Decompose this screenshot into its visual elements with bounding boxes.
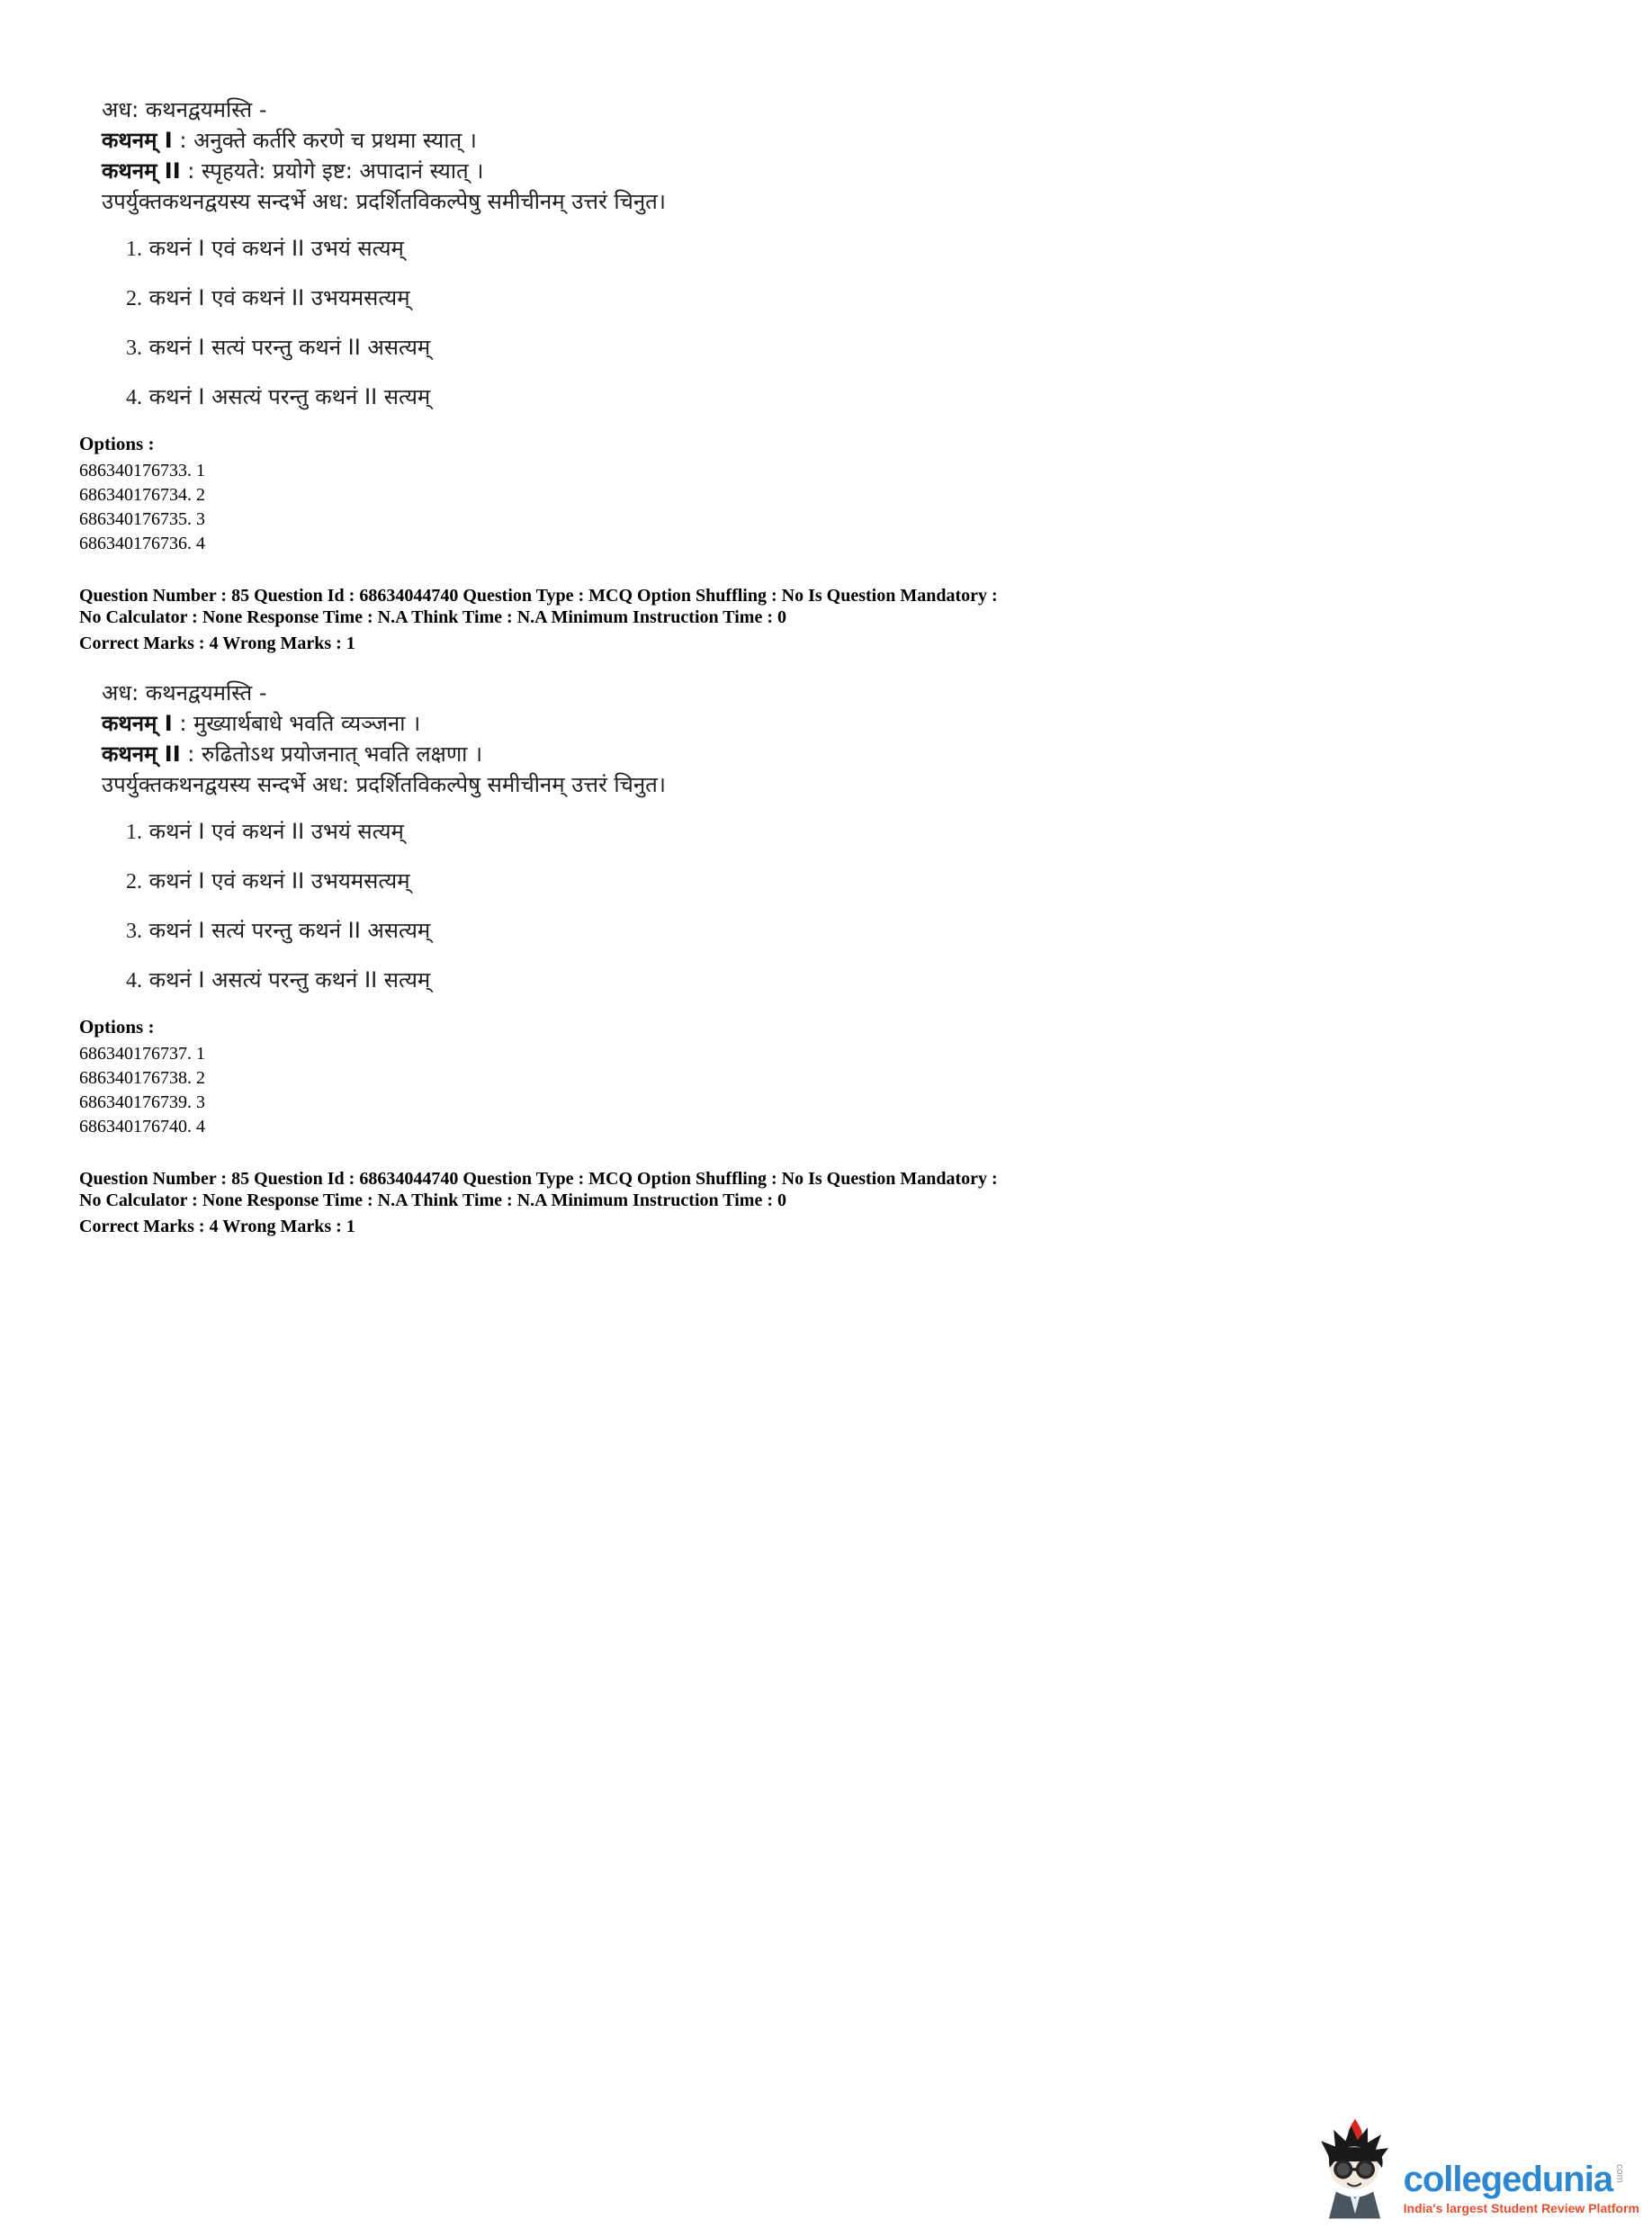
statement-1-label: कथनम् I [102,128,173,153]
choice-4 [126,382,1598,413]
question-metadata-2 [79,1168,1598,1237]
choice-4-number: 4. [126,386,142,409]
metadata-marks-line: Correct Marks : 4 Wrong Marks : 1 [79,1217,355,1236]
statement-2-text: : स्पृहयते: प्रयोगे इष्ट: अपादानं स्यात् । [180,158,484,184]
choice-2-number: 2. [126,287,142,310]
choice-1 [126,816,1598,848]
option-id-list [79,459,1598,556]
choice-1-text: कथनं I एवं कथनं II उभयं सत्यम् [148,819,404,844]
brand-line [1404,2161,1639,2198]
question-block-1 [79,94,1598,556]
option-id-2: 686340176734. 2 [79,485,205,505]
statement-2-text: : रुढितोऽथ प्रयोजनात् भवति लक्षणा । [180,741,483,767]
brand-tagline: India's largest Student Review Platform [1403,2201,1639,2215]
choice-2-text: कथनं I एवं कथनं II उभयमसत्यम् [148,868,410,894]
options-label: Options : [79,1016,155,1038]
statement-2-label: कथनम् II [102,741,181,767]
statement-1-label: कथनम् I [102,711,173,736]
statement-2-label: कथनम् II [102,158,181,184]
option-id-4: 686340176736. 4 [79,534,205,553]
option-id-3: 686340176735. 3 [79,509,205,529]
choice-4-text: कथनं I असत्यं परन्तु कथनं II सत्यम् [148,384,431,409]
question-metadata-1 [79,585,1598,654]
choice-1-number: 1. [126,238,142,261]
metadata-line-2: No Calculator : None Response Time : N.A Think Time : N.A Minimum Instruction Time : 0 [79,607,786,627]
question-intro: अध: कथनद्वयमस्ति - [102,97,267,122]
choice-1-text: कथनं I एवं कथनं II उभयं सत्यम् [148,236,404,261]
question-body [102,94,1598,217]
brand-suffix: com [1614,2164,1626,2183]
option-id-list [79,1042,1598,1139]
mascot-icon [1315,2118,1395,2219]
choice-3 [126,915,1598,947]
choice-3-text: कथनं I सत्यं परन्तु कथनं II असत्यम् [148,335,431,360]
choice-1-number: 1. [126,821,142,844]
choice-3 [126,332,1598,364]
question-intro: अध: कथनद्वयमस्ति - [102,680,267,705]
question-body [102,678,1598,800]
choice-4 [126,965,1598,996]
metadata-line-1: Question Number : 85 Question Id : 68634044740 Question Type : MCQ Option Shuffling : No Is Question Mandatory : [79,1169,998,1189]
question-closing: उपर्युक्तकथनद्वयस्य सन्दर्भे अध: प्रदर्शितविकल्पेषु समीचीनम् उत्तरं चिनुत। [102,772,666,797]
statement-1-text: : मुख्यार्थबाधे भवति व्यञ्जना । [172,711,421,736]
choice-3-number: 3. [126,337,142,360]
option-id-1: 686340176737. 1 [79,1044,205,1064]
options-label: Options : [79,433,155,454]
choice-2-text: कथनं I एवं कथनं II उभयमसत्यम् [148,285,410,310]
option-id-3: 686340176739. 3 [79,1092,205,1112]
choice-2 [126,283,1598,314]
statement-2 [102,156,1598,186]
choice-2-number: 2. [126,870,142,894]
statement-1 [102,708,1598,739]
choice-3-number: 3. [126,920,142,943]
question-block-2 [79,678,1598,1139]
choice-list [126,816,1598,996]
choice-list [126,233,1598,413]
statement-2 [102,739,1598,769]
metadata-line-2: No Calculator : None Response Time : N.A Think Time : N.A Minimum Instruction Time : 0 [79,1190,786,1210]
question-closing: उपर्युक्तकथनद्वयस्य सन्दर्भे अध: प्रदर्शितविकल्पेषु समीचीनम् उत्तरं चिनुत। [102,189,666,214]
metadata-line-1: Question Number : 85 Question Id : 68634044740 Question Type : MCQ Option Shuffling : No Is Question Mandatory : [79,586,998,606]
option-id-1: 686340176733. 1 [79,461,205,481]
metadata-marks-line: Correct Marks : 4 Wrong Marks : 1 [79,633,355,653]
option-id-4: 686340176740. 4 [79,1117,205,1136]
brand-text-group [1404,2161,1639,2219]
choice-4-text: कथनं I असत्यं परन्तु कथनं II सत्यम् [148,967,431,993]
brand-name: collegedunia [1403,2160,1613,2199]
option-id-2: 686340176738. 2 [79,1068,205,1088]
collegedunia-logo [1315,2118,1639,2219]
statement-1-text: : अनुक्ते कर्तरि करणे च प्रथमा स्यात् । [172,128,477,153]
choice-3-text: कथनं I सत्यं परन्तु कथनं II असत्यम् [148,918,431,943]
choice-4-number: 4. [126,969,142,993]
choice-1 [126,233,1598,265]
choice-2 [126,866,1598,897]
statement-1 [102,125,1598,156]
